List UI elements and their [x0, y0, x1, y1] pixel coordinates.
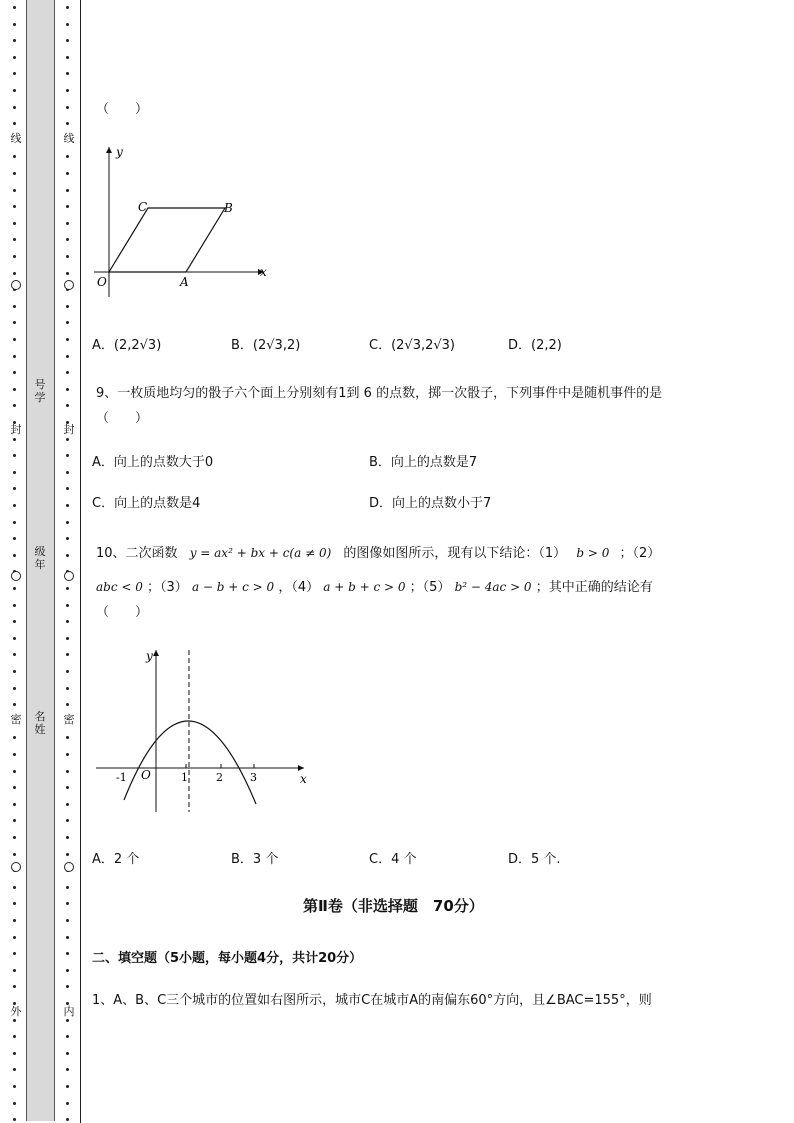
q10-part-5: ；（5） [409, 580, 451, 595]
binding-dot [66, 969, 69, 972]
q8-label-y: y [116, 145, 123, 159]
binding-dot [66, 172, 69, 175]
q10-tick-1: 1 [181, 771, 188, 784]
q10-part-3: ；（3） [147, 580, 188, 595]
binding-dot [13, 969, 16, 972]
binding-dot [66, 189, 69, 192]
binding-dot [66, 604, 69, 607]
binding-dot [66, 23, 69, 26]
binding-dot [13, 886, 16, 889]
inner-label-feng: 封 [61, 424, 77, 436]
binding-dot [13, 703, 16, 706]
binding-dot [66, 786, 69, 789]
q10-option-b: B．3 个 [231, 852, 279, 867]
q10-part-4: ，（4） [278, 580, 320, 595]
binding-dot [66, 1068, 69, 1071]
inner-circle-2 [64, 571, 74, 581]
inner-circle-3 [64, 862, 74, 872]
binding-dot [66, 338, 69, 341]
q10-sep-1: ；（2） [619, 546, 661, 561]
binding-dot [13, 72, 16, 75]
binding-dot [66, 653, 69, 656]
binding-dot [66, 122, 69, 125]
binding-dot [13, 604, 16, 607]
q8-option-a: A．(2,2√3) [92, 338, 162, 353]
q8-option-d: D．(2,2) [508, 338, 562, 353]
binding-dot [66, 404, 69, 407]
q10-conclusion-5: b² − 4ac > 0 [454, 580, 532, 594]
binding-dot [13, 753, 16, 756]
field-label-class: 级年 [34, 545, 46, 571]
binding-dot [66, 985, 69, 988]
binding-dot [66, 770, 69, 773]
binding-dot [13, 89, 16, 92]
q8-answer-paren: （ ） [96, 102, 149, 117]
binding-dot [13, 321, 16, 324]
binding-dot [66, 388, 69, 391]
outer-circle-3 [11, 862, 21, 872]
binding-dot [66, 1052, 69, 1055]
q10-option-c: C．4 个 [369, 852, 417, 867]
binding-dot [66, 819, 69, 822]
binding-dot [13, 371, 16, 374]
binding-dot [66, 836, 69, 839]
binding-dot [13, 189, 16, 192]
q10-tick-3: 3 [250, 771, 257, 784]
q10-label-x: x [300, 772, 307, 786]
binding-dot [66, 56, 69, 59]
binding-dot [13, 255, 16, 258]
binding-dot [66, 438, 69, 441]
binding-dot [13, 819, 16, 822]
q10-label-y: y [146, 649, 153, 663]
q10-conclusion-3: a − b + c > 0 [191, 580, 275, 594]
q8-label-x: x [260, 265, 267, 279]
q10-tick-2: 2 [216, 771, 223, 784]
binding-dot [66, 1035, 69, 1038]
binding-dot [13, 687, 16, 690]
binding-dot [66, 803, 69, 806]
binding-dot [66, 637, 69, 640]
margin-rule [80, 0, 81, 1123]
q9-option-a: A．向上的点数大于0 [92, 455, 214, 470]
outer-circle-2 [11, 571, 21, 581]
binding-dot [13, 1019, 16, 1022]
binding-dot [13, 902, 16, 905]
q8-option-c: C．(2√3,2√3) [369, 338, 456, 353]
binding-dot [66, 205, 69, 208]
binding-dot [13, 770, 16, 773]
binding-dot [66, 537, 69, 540]
binding-dot [66, 272, 69, 275]
binding-dot [66, 371, 69, 374]
binding-dot [13, 404, 16, 407]
binding-dot [13, 504, 16, 507]
binding-dot [13, 172, 16, 175]
binding-dot [13, 653, 16, 656]
q10-tick-neg1: -1 [116, 771, 127, 784]
binding-dot [13, 471, 16, 474]
binding-dot [13, 106, 16, 109]
binding-dot [66, 936, 69, 939]
binding-dot [66, 687, 69, 690]
binding-dot [13, 1118, 16, 1121]
q10-stem-mid: 的图像如图所示，现有以下结论：（1） [343, 546, 567, 561]
q8-label-a: A [180, 275, 189, 289]
binding-dot [13, 637, 16, 640]
binding-dot [66, 952, 69, 955]
binding-dot [13, 1102, 16, 1105]
binding-dot [66, 89, 69, 92]
binding-dot [13, 1052, 16, 1055]
binding-dot [66, 255, 69, 258]
binding-dot [13, 853, 16, 856]
binding-dot [66, 39, 69, 42]
q9-stem: 9、一枚质地均匀的骰子六个面上分别刻有1到 6 的点数，掷一次骰子，下列事件中是随机事件的是 [96, 386, 663, 401]
binding-dot [13, 936, 16, 939]
binding-dot [13, 205, 16, 208]
q10-answer-paren: （ ） [96, 605, 149, 620]
binding-dot [66, 919, 69, 922]
binding-dot [66, 703, 69, 706]
binding-dot [13, 803, 16, 806]
field-label-name: 名姓 [34, 710, 46, 736]
q10-option-a: A．2 个 [92, 852, 140, 867]
binding-dot [13, 305, 16, 308]
q10-parabola [124, 721, 256, 804]
fill-in-blank-header: 二、填空题（5小题，每小题4分，共计20分） [92, 951, 363, 966]
q10-parabola-figure [94, 644, 314, 814]
q10-label-o: O [141, 768, 151, 782]
binding-dot [66, 853, 69, 856]
inner-circle-1 [64, 280, 74, 290]
binding-dot [66, 670, 69, 673]
q8-label-o: O [97, 275, 107, 289]
binding-dot [66, 487, 69, 490]
binding-dot [66, 155, 69, 158]
binding-dot [66, 886, 69, 889]
binding-dot [66, 1102, 69, 1105]
outer-label-xian: 线 [8, 133, 24, 145]
binding-dot [13, 272, 16, 275]
outer-label-feng: 封 [8, 424, 24, 436]
q8-option-b: B．(2√3,2) [231, 338, 301, 353]
binding-dot [66, 454, 69, 457]
binding-dot [66, 1118, 69, 1121]
binding-dot [13, 338, 16, 341]
section-2-title: 第Ⅱ卷（非选择题 70分） [303, 897, 484, 915]
outer-circle-1 [11, 280, 21, 290]
binding-dot [13, 438, 16, 441]
binding-dot [13, 1085, 16, 1088]
binding-dot [13, 1035, 16, 1038]
binding-dot [13, 487, 16, 490]
binding-dot [13, 919, 16, 922]
binding-dot [13, 537, 16, 540]
q10-conclusion-4: a + b + c > 0 [323, 580, 406, 594]
binding-dot [13, 786, 16, 789]
q10-stem-start: 10、二次函数 [96, 546, 178, 561]
binding-dot [13, 454, 16, 457]
binding-dot [13, 56, 16, 59]
binding-dot [13, 670, 16, 673]
q10-stem-line-2 [96, 576, 653, 595]
binding-dot [13, 521, 16, 524]
q8-parallelogram-figure [92, 142, 282, 302]
binding-dot [13, 238, 16, 241]
binding-dot [13, 122, 16, 125]
binding-dot [66, 902, 69, 905]
binding-dot [66, 321, 69, 324]
inner-label-xian: 线 [61, 133, 77, 145]
binding-dot [66, 6, 69, 9]
binding-dot [66, 521, 69, 524]
q9-option-b: B．向上的点数是7 [369, 455, 478, 470]
binding-dot [13, 736, 16, 739]
binding-dot [13, 836, 16, 839]
q8-label-b: B [224, 201, 233, 215]
q10-function: y = ax² + bx + c(a ≠ 0) [189, 546, 332, 560]
binding-dot [66, 355, 69, 358]
binding-dot [13, 23, 16, 26]
binding-dot [66, 736, 69, 739]
binding-dot [13, 587, 16, 590]
binding-dot [13, 355, 16, 358]
binding-dot [13, 39, 16, 42]
inner-label-mi: 密 [61, 714, 77, 726]
binding-dot [66, 238, 69, 241]
outer-dot-column [10, 0, 20, 1123]
binding-dot [13, 620, 16, 623]
outer-label-wai: 外 [8, 1006, 24, 1018]
binding-dot [66, 305, 69, 308]
q8-label-c: C [138, 200, 148, 214]
q10-stem-line-1 [96, 542, 660, 561]
q9-option-d: D．向上的点数小于7 [369, 496, 492, 511]
binding-dot [66, 1085, 69, 1088]
binding-dot [66, 471, 69, 474]
binding-dot [66, 106, 69, 109]
binding-dot [66, 753, 69, 756]
q10-conclusion-1: b > 0 [576, 546, 610, 560]
binding-dot [13, 388, 16, 391]
binding-dot [13, 155, 16, 158]
q10-stem-end: ；其中正确的结论有 [535, 580, 653, 595]
binding-margin [0, 0, 84, 1123]
binding-dot [13, 6, 16, 9]
field-label-student-number: 号学 [34, 378, 46, 404]
q10-conclusion-2: abc < 0 [96, 580, 143, 594]
binding-dot [66, 587, 69, 590]
q9-option-c: C．向上的点数是4 [92, 496, 201, 511]
binding-dot [13, 952, 16, 955]
binding-dot [66, 1019, 69, 1022]
fill-q1-stem: 1、A、B、C三个城市的位置如右图所示，城市C在城市A的南偏东60°方向，且∠BAC=155°，则 [92, 993, 652, 1008]
q9-answer-paren: （ ） [96, 411, 149, 426]
inner-dot-column [63, 0, 73, 1123]
q8-parallelogram [109, 208, 225, 272]
outer-label-mi: 密 [8, 714, 24, 726]
inner-label-nei: 内 [61, 1006, 77, 1018]
binding-dot [66, 72, 69, 75]
binding-dot [13, 222, 16, 225]
binding-dot [13, 1068, 16, 1071]
binding-dot [66, 620, 69, 623]
binding-dot [66, 504, 69, 507]
binding-dot [66, 222, 69, 225]
q10-option-d: D．5 个. [508, 852, 561, 867]
binding-dot [13, 985, 16, 988]
binding-dot [13, 554, 16, 557]
binding-dot [66, 554, 69, 557]
